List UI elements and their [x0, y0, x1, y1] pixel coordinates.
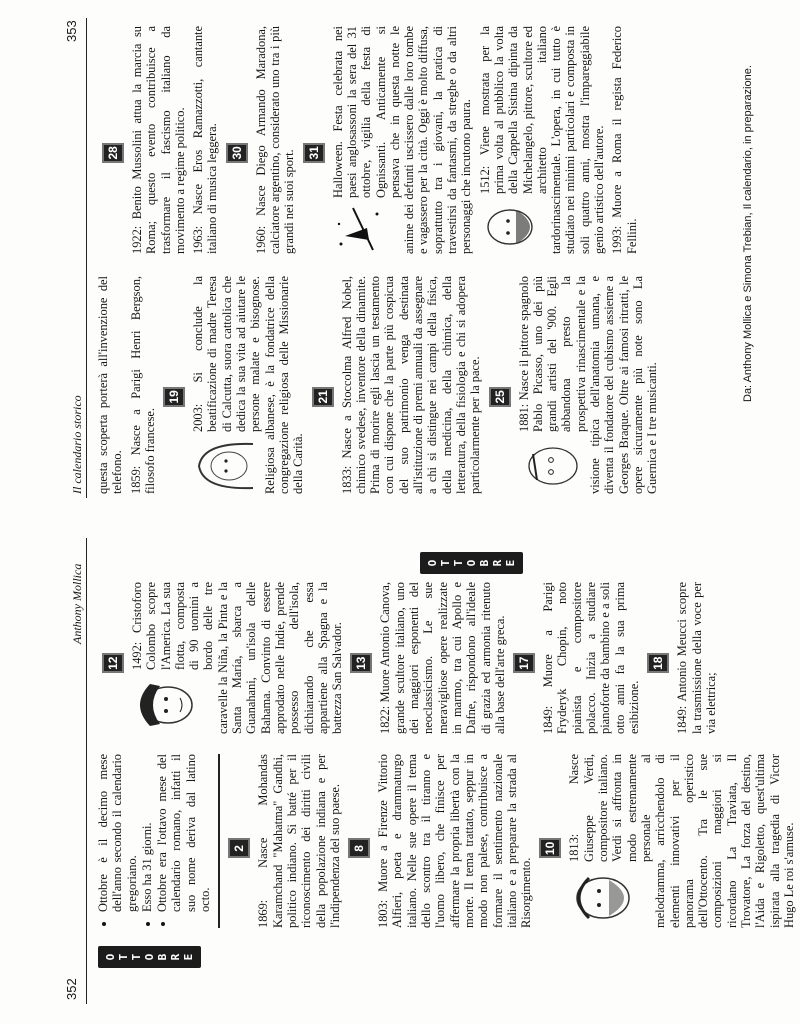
entry-text: 1512: Viene mostrata per la prima volta al pubblico la volta della Cappella Sistina dipinta da Michelangelo, pittore, scultore ed architetto italiano tardorinascimentale. L'opera, in cui tutto è studiato nei minimi particolari e composta in soli quattro anni, mostra l'impareggiabile genio artistico dell'autore. [477, 26, 607, 254]
day-box: 18 [647, 653, 669, 673]
entry-text: 1833: Nasce a Stoccolma Alfred Nobel, chimico svedese, inventore della dinamite. Prima di morire egli lascia un testamento con cui dispone che la parte più cospicua del suo patrimonio venga destinata all'istituzione di premi annuali da assegnare a chi si distingue nei campi della fisica, della medicina, della chimica, della letteratura, della fisiologia e chi si adopera particolarmente per la pace. [339, 276, 483, 494]
entry-text: 1492: Cristoforo Colombo scopre l'America. La sua flotta, composta di 90 uomini a bordo delle tre caravelle la Niña, la Pinta e la Santa María, sbarca a Guanahani, un'isola delle Bahama. Convinto di essere approdato nelle Indie, prende possesso dell'isola, dichiarando che essa appartiene alla Spagna e la battezza San Salvador. [130, 582, 345, 734]
michelangelo-portrait-icon [480, 200, 542, 254]
source-credit: Da: Anthony Mollica e Simona Trebian, Il calendario, in preparazione. [742, 65, 754, 402]
verdi-portrait-icon [569, 868, 641, 928]
running-head: Anthony Mollica [70, 563, 84, 644]
entry-text: 1963: Nasce Eros Ramazzotti, cantante italiano di musica leggera. [191, 26, 220, 254]
entry-text: 1922: Benito Mussolini attua la marcia su Roma; questo evento contribuisce a trasformare il fascismo italiano da movimento a regime politico. [130, 26, 187, 254]
column-left [96, 754, 800, 928]
column-right [96, 26, 643, 254]
entry-text: 1822: Muore Antonio Canova, grande scultore italiano, uno dei maggiori esponenti del neoclassicismo. Le sue meravigliose opere realizzate in marmo, tra cui Apollo e Dafne, rispondono all'ideale di grazia ed armonia ritenuto alla base dell'arte greca. [378, 582, 507, 734]
day-box: 10 [539, 838, 561, 858]
intro-item: • Esso ha 31 giorni. [140, 754, 154, 912]
intro-rule [218, 754, 220, 928]
month-badge-left: O T T O B R E [98, 946, 201, 968]
day-box: 12 [102, 653, 124, 673]
month-badge-right: O T T O B R E [420, 552, 523, 574]
entry-text: 1803: Muore a Firenze Vittorio Alfieri, poeta e drammaturgo italiano. Nelle sue opere il tema dello scontro tra il tiranno e l'uomo libero, che finisce per affermare la propria libertà con la morte. Il tema trattato, seppur in modo non palese, contribuisce a formare il sentimento nazionale italiano e a preparare la strada al Risorgimento. [376, 754, 534, 928]
entry-text: 1859: Nasce a Parigi Henri Bergson, filosofo francese. [128, 276, 157, 494]
day-box: 30 [226, 143, 248, 163]
intro-item: • Ottobre è il decimo mese dell'anno secondo il calendario gregoriano. [96, 754, 139, 912]
intro-item: • Ottobre era l'ottavo mese del calendario romano, infatti il suo nome deriva dal latino octo. [155, 754, 212, 912]
column-right [96, 582, 722, 734]
header-rule [86, 18, 87, 498]
day-box: 21 [312, 387, 334, 407]
day-box: 13 [350, 653, 372, 673]
page-number: 353 [64, 20, 79, 42]
entry-text: 1813: Nasce Giuseppe Verdi, compositore italiano. Verdi si affronta in modo estremamente personale al melodramma, arricchendolo di elementi innovativi per il panorama operistico dell'Ottocento. Tra le sue composizioni maggiori si ricordano La Traviata, Il Trovatore, La forza del destino, l'Aida e Rigoletto, quest'ultima ispirata alla tragedia di Victor Hugo Le roi s'amuse. [567, 754, 796, 928]
page-number: 352 [64, 978, 79, 1000]
day-box: 17 [513, 653, 535, 673]
running-head: Il calendario storico [70, 395, 84, 494]
day-box: 2 [228, 838, 250, 858]
entry-text: questa scoperta porterà all'invenzione del telefono. [96, 276, 125, 494]
column-left [96, 276, 664, 494]
entry-text: 2003: Si conclude la beatificazione di madre Teresa di Calcutta, suora cattolica che dedica la sua vita ad aiutare le persone malate e bisognose. Religiosa albanese, è la fondatrice della congregazione religiosa delle Missionarie della Carità. [191, 276, 306, 494]
day-box: 19 [163, 387, 185, 407]
day-box: 31 [303, 143, 325, 163]
entry-text: 1993: Muore a Roma il regista Federico Fellini. [610, 26, 639, 254]
page-right [0, 0, 792, 512]
entry-text: Halloween. Festa celebrata nei paesi anglosassoni la sera del 31 ottobre, vigilia della festa di Ognissanti. Anticamente si pensava che in questa notte le anime dei defunti uscissero dalle loro tombe e vagassero per la città. Oggi è molto diffusa, soprattutto tra i giovani, la pratica di travestirsi da fantasmi, da streghe o da altri personaggi che incutono paura. [330, 26, 474, 254]
witch-silhouette-icon [333, 204, 387, 254]
intro-list [96, 754, 212, 928]
picasso-portrait-icon [519, 438, 585, 494]
entry-text: 1849: Antonio Meucci scopre la trasmissione della voce per via elettrica; [675, 582, 718, 734]
columbus-portrait-icon [132, 676, 202, 734]
day-box: 8 [348, 838, 370, 858]
entry-text: 1881: Nasce il pittore spagnolo Pablo Picasso, uno dei più grandi artisti del '900. Egli abbandona presto la prospettiva rinascimentale e la visione tipica dell'anatomia umana, e diventa il fondatore del cubismo assieme a Georges Braque. Oltre ai famosi ritratti, le opere sicuramente più note sono La Guernica e I tre musicanti. [516, 276, 660, 494]
page-left [0, 512, 796, 1024]
entry-text: 1849: Muore a Parigi Fryderyk Chopin, noto pianista e compositore polacco. Inizia a studiare pianoforte da bambino e a soli otto anni fa la sua prima esibizione. [541, 582, 641, 734]
day-box: 28 [102, 143, 124, 163]
mother-teresa-portrait-icon [193, 438, 259, 494]
day-box: 25 [489, 387, 511, 407]
entry-text: 1960: Nasce Diego Armando Maradona, calciatore argentino, considerato uno tra i più grandi nei suoi sport. [253, 26, 297, 254]
entry-text: 1869: Nasce Mohandas Karamchand "Mahatma" Gandhi, politico indiano. Si batté per il riconoscimento dei diritti civili della popolazione indiana e per l'indipendenza del suo paese. [256, 754, 342, 928]
header-rule [86, 538, 87, 1004]
